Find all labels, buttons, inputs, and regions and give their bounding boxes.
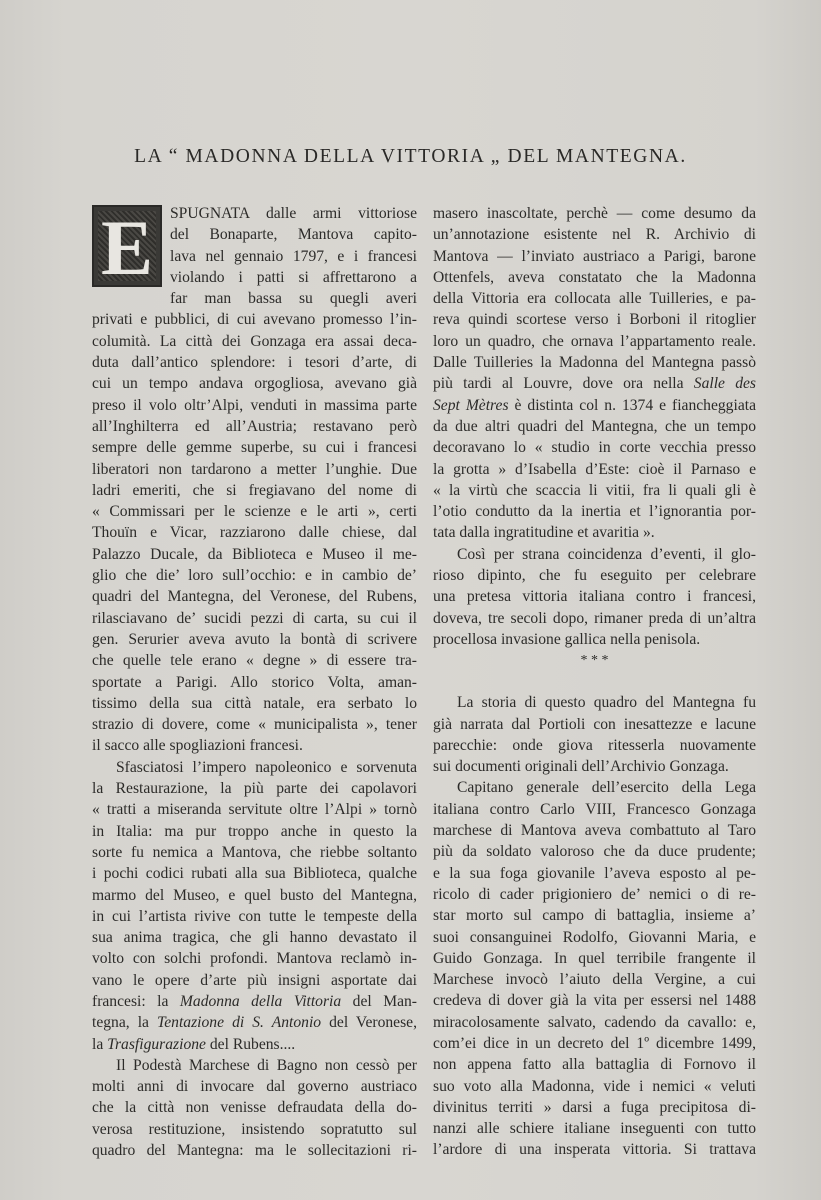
text-line: l’otio condutto da la inertia et l’ignorantia por- <box>433 503 756 521</box>
text-line: la grotta » d’Isabella d’Este: cioè il Parnaso e <box>433 460 756 478</box>
text-line: francesi: la Madonna della Vittoria del Man- <box>92 992 417 1010</box>
text-line: Sfasciatosi l’impero napoleonico e sorvenuta <box>116 758 417 776</box>
text-line: Così per strana coincidenza d’eventi, il glo- <box>457 545 756 563</box>
text-line: gen. Serurier aveva avuto la bontà di scrivere <box>92 630 417 648</box>
text-line: nanzi alle schiere italiane inseguenti con tutto <box>433 1120 756 1138</box>
text-line: i pochi codici rubati alla sua Biblioteca, qualche <box>92 865 417 883</box>
text-line: tata dalla ingratitudine et avaritia ». <box>433 524 655 542</box>
text-line: Capitano generale dell’esercito della Lega <box>457 779 756 797</box>
text-line: reva quindi scortese verso i Borboni il ritoglier <box>433 311 756 329</box>
text-line: tissimo della sua città natale, era serbato lo <box>92 694 417 712</box>
text-line: verosa restituzione, insistendo sopratutto sul <box>92 1120 417 1138</box>
text-line: vano le opere d’arte più insigni asportate dai <box>92 971 417 989</box>
text-line: Il Podestà Marchese di Bagno non cessò per <box>116 1056 417 1074</box>
text-line: marchese di Mantova aveva combattuto al Taro <box>433 822 756 840</box>
text-line: divinitus territi » darsi a fuga precipitosa di- <box>433 1098 756 1116</box>
text-line: della Vittoria era collocata alle Tuilleries, e pa- <box>433 290 756 308</box>
text-line: cui un tempo andava orgogliosa, avevano già <box>92 375 417 393</box>
text-line: sportate a Parigi. Allo storico Volta, aman- <box>92 673 417 691</box>
text-line: più tardi al Louvre, dove ora nella Salle des <box>433 375 756 393</box>
text-line: Guido Gonzaga. In quel terribile frangente il <box>433 949 756 967</box>
text-line: un’annotazione esistente nel R. Archivio di <box>433 226 756 244</box>
text-line: quadri del Mantegna, del Veronese, del Rubens, <box>92 588 417 606</box>
text-line: doveva, tre secoli dopo, rimaner preda di un’altra <box>433 609 756 627</box>
text-line: da due altri quadri del Mantegna, che un tempo <box>433 417 756 435</box>
text-line: « tratti a miseranda servitute oltre l’Alpi » tornò <box>92 801 417 819</box>
text-line: la Restaurazione, la più parte dei capolavori <box>92 780 417 798</box>
section-asterism: * * * <box>580 653 609 669</box>
text-line: italiana contro Carlo VIII, Francesco Gonzaga <box>433 800 756 818</box>
text-line: sui documenti originali dell’Archivio Gonzaga. <box>433 758 729 776</box>
article-title: LA “ MADONNA DELLA VITTORIA „ DEL MANTEGNA. <box>134 146 687 167</box>
text-line: il sacco alle spogliazioni francesi. <box>92 737 303 755</box>
text-line: in Italia: ma pur troppo anche in questo la <box>92 822 417 840</box>
text-line: ladri emeriti, che si fregiavano del nome di <box>92 481 417 499</box>
text-line: Sept Mètres è distinta col n. 1374 e fiancheggiata <box>433 396 756 414</box>
text-line: loro un quadro, che ornava l’appartamento reale. <box>433 332 756 350</box>
text-line: che quelle tele erano « degne » di essere tra- <box>92 652 417 670</box>
text-line: l’ardore di una insperata vittoria. Si trattava <box>433 1141 756 1159</box>
text-line: non appena fatto alla battaglia di Fornovo il <box>433 1056 756 1074</box>
text-line: far man bassa su quegli averi <box>170 290 417 308</box>
text-line: strazio di dovere, come « municipalista », tener <box>92 716 417 734</box>
text-line: liberatori non tardarono a metter l’unghie. Due <box>92 460 417 478</box>
text-line: Dalle Tuilleries la Madonna del Mantegna passò <box>433 354 756 372</box>
text-line: « la virtù che scaccia li vitii, fra li quali gli è <box>433 481 756 499</box>
text-line: Thouïn e Vicar, razziarono dalle chiese, dal <box>92 524 417 542</box>
text-line: Palazzo Ducale, da Biblioteca e Museo il me- <box>92 545 417 563</box>
text-line: Ottenfels, aveva constatato che la Madonna <box>433 268 756 286</box>
text-line: rioso dipinto, che fu eseguito per celebrare <box>433 567 756 585</box>
text-line: più da soldato valoroso che da duce prudente; <box>433 843 756 861</box>
text-line: masero inascoltate, perchè — come desumo da <box>433 205 756 222</box>
initial-letter: E <box>100 204 154 291</box>
text-line: duta dall’antico splendore: i tesori d’arte, di <box>92 354 417 372</box>
text-line: e la sua foga giovanile l’aveva esposto al pe- <box>433 864 756 882</box>
text-line: miracolosamente salvato, cadendo da cavallo: e, <box>433 1013 756 1031</box>
text-line: star morto sul campo di battaglia, insieme a’ <box>433 907 756 925</box>
text-line: sorte fu nemica a Mantova, che riebbe soltanto <box>92 843 417 861</box>
text-line: « Commissari per le scienze e le arti », certi <box>92 503 417 521</box>
text-line: violando i patti si affrettarono a <box>170 268 417 286</box>
text-line: una pretesa vittoria italiana contro i francesi, <box>433 588 756 606</box>
text-line: suo voto alla Madonna, vide i nemici « veluti <box>433 1077 756 1095</box>
text-line: La storia di questo quadro del Mantegna fu <box>457 694 756 712</box>
text-line: quadro del Mantegna: ma le sollecitazioni ri- <box>92 1142 417 1160</box>
right-column <box>433 203 756 1161</box>
text-line: SPUGNATA dalle armi vittoriose <box>170 205 417 222</box>
text-line: volto con solchi profondi. Mantova reclamò in- <box>92 950 417 968</box>
text-line: rilasciavano de’ sucidi pezzi di carta, su cui il <box>92 609 417 627</box>
text-line: all’Inghilterra ed all’Austria; restavano però <box>92 417 417 435</box>
text-line: la Trasfigurazione del Rubens.... <box>92 1035 296 1053</box>
text-line: columità. La città dei Gonzaga era assai deca- <box>92 332 417 350</box>
left-column <box>92 203 417 1161</box>
text-line: parecchie: onde giova ritesserla nuovamente <box>433 736 756 754</box>
text-line: ricolo di cader prigioniero de’ nemici o di re- <box>433 885 756 903</box>
text-line: lava nel gennaio 1797, e i francesi <box>170 247 417 265</box>
text-line: credeva di dover già la vita per essersi nel 1488 <box>433 992 756 1010</box>
text-line: decoravano lo « studio in corte vecchia presso <box>433 439 756 457</box>
text-line: che la città non venisse defraudata della do- <box>92 1099 417 1117</box>
text-line: Marchese invocò l’aiuto della Vergine, a cui <box>433 971 756 989</box>
text-line: glio che die’ loro sull’occhio: e in cambio de’ <box>92 567 417 585</box>
text-line: sempre delle gemme superbe, su cui i francesi <box>92 439 417 457</box>
text-line: molti anni di invocare dal governo austriaco <box>92 1078 417 1096</box>
text-line: procellosa invasione gallica nella penisola. <box>433 630 701 648</box>
text-line: Mantova — l’inviato austriaco a Parigi, barone <box>433 247 756 265</box>
text-line: preso il volo oltr’Alpi, venduti in massima parte <box>92 396 417 414</box>
text-line: sua anima tragica, che gli hanno devastato il <box>92 929 417 947</box>
text-line: del Bonaparte, Mantova capito- <box>170 226 417 244</box>
text-line: privati e pubblici, di cui avevano promesso l’in- <box>92 311 417 329</box>
text-line: già narrata dal Portioli con inesattezze e lacune <box>433 715 756 733</box>
text-line: in cui l’artista rivive con tutte le tempeste della <box>92 907 417 925</box>
text-line: tegna, la Tentazione di S. Antonio del Veronese, <box>92 1014 417 1032</box>
text-line: marmo del Museo, e quel busto del Mantegna, <box>92 886 417 904</box>
text-line: com’ei dice in un decreto del 1º dicembre 1499, <box>433 1034 756 1052</box>
text-line: suoi consanguinei Rodolfo, Giovanni Maria, e <box>433 928 756 946</box>
